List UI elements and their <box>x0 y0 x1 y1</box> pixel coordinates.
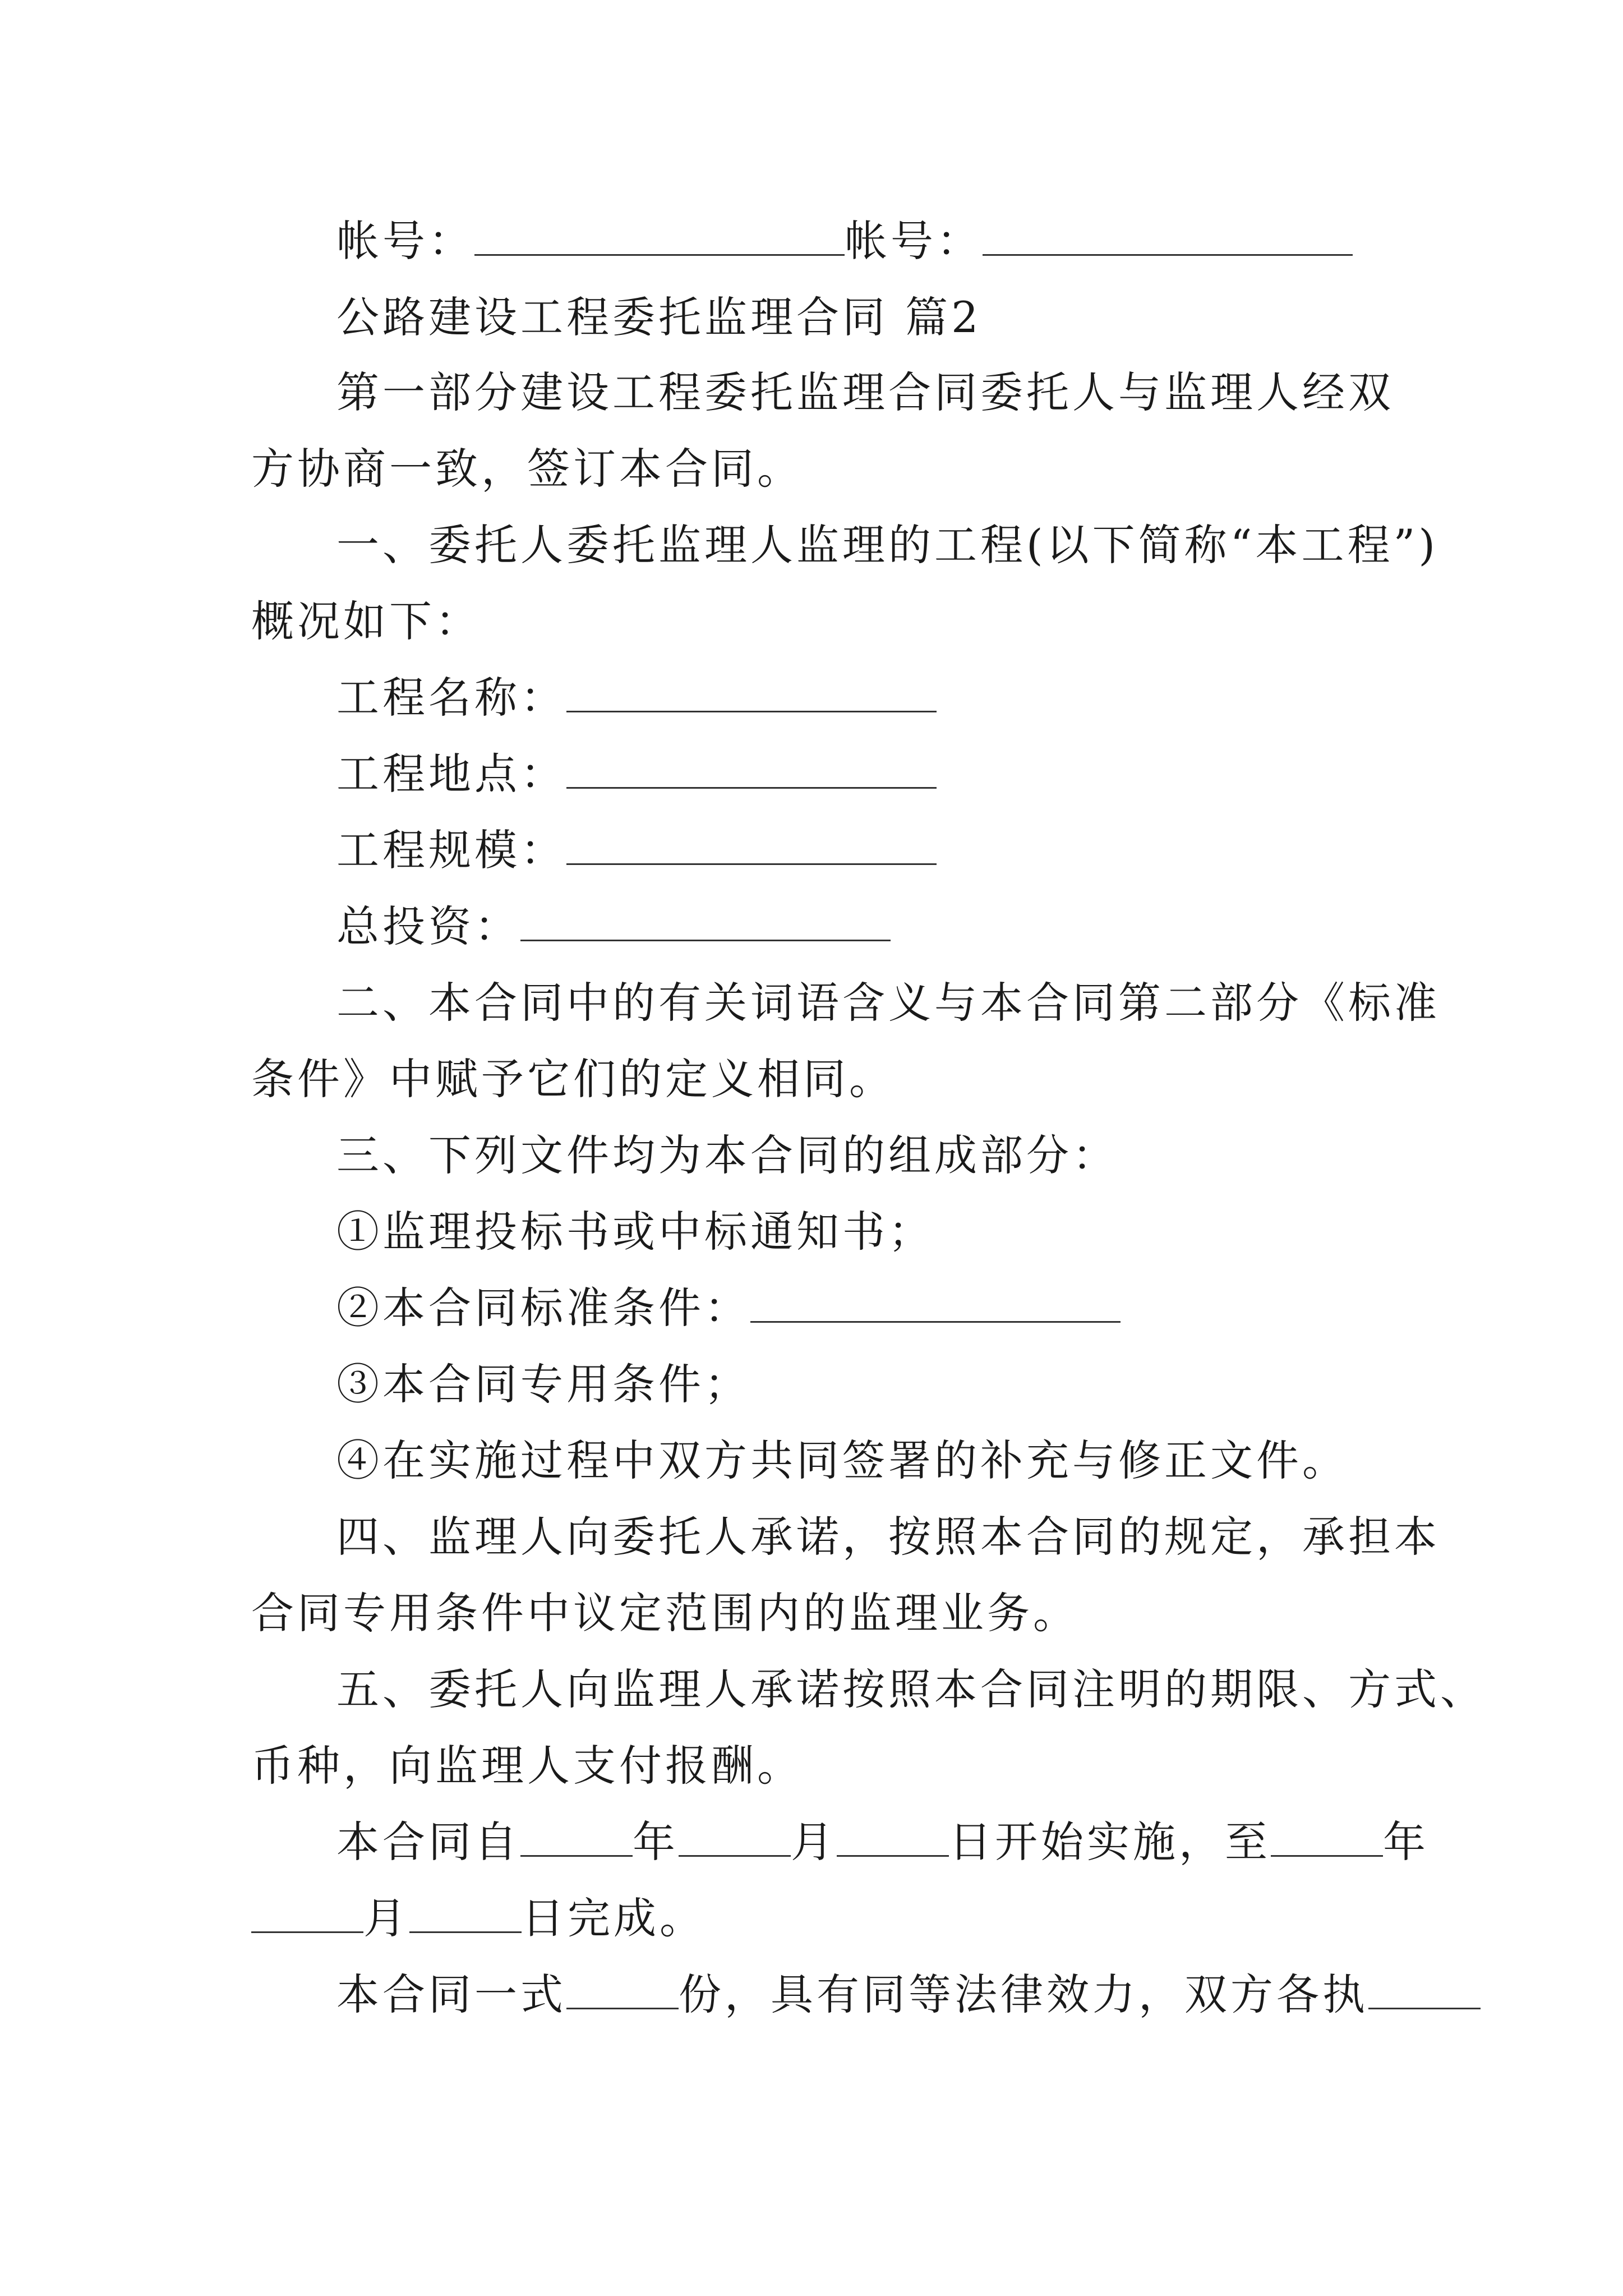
account-label-right: 帐号： <box>845 216 983 266</box>
account-blank-left <box>474 220 845 256</box>
project-location-line <box>336 747 1396 801</box>
paragraph-line: 五、委托人向监理人承诺按照本合同注明的期限、方式、 <box>336 1664 1486 1714</box>
paragraph-line: 四、监理人向委托人承诺，按照本合同的规定，承担本 <box>336 1512 1440 1562</box>
start-year-blank <box>520 1821 633 1857</box>
list-item: ①监理投标书或中标通知书； <box>336 1207 934 1257</box>
standard-conditions-label: ②本合同标准条件： <box>336 1283 750 1333</box>
list-item <box>336 1281 1396 1335</box>
project-scale-line <box>336 823 1396 877</box>
paragraph-line: 币种，向监理人支付报酬。 <box>251 1741 803 1791</box>
project-scale-label: 工程规模： <box>336 825 566 875</box>
copies-each-blank <box>1368 1974 1481 2009</box>
start-day-label: 日开始实施，至 <box>949 1817 1271 1867</box>
date-line <box>336 1815 1429 1869</box>
start-day-blank <box>837 1821 949 1857</box>
date-prefix: 本合同自 <box>336 1817 520 1867</box>
start-month-blank <box>679 1821 791 1857</box>
total-investment-label: 总投资： <box>336 901 520 951</box>
project-name-blank <box>566 677 937 712</box>
account-label-left: 帐号： <box>336 216 474 266</box>
paragraph-line: 一、委托人委托监理人监理的工程(以下简称“本工程”) <box>336 520 1439 570</box>
section-title: 公路建设工程委托监理合同 篇2 <box>336 292 982 342</box>
end-month-label: 月 <box>363 1893 409 1943</box>
paragraph-line: 二、本合同中的有关词语含义与本合同第二部分《标准 <box>336 978 1440 1028</box>
account-line <box>336 214 1396 268</box>
paragraph-line: 方协商一致，签订本合同。 <box>251 444 803 494</box>
paragraph-line: 第一部分建设工程委托监理合同委托人与监理人经双 <box>336 367 1394 417</box>
total-investment-blank <box>520 906 891 941</box>
paragraph-line: 合同专用条件中议定范围内的监理业务。 <box>251 1588 1079 1638</box>
total-investment-line <box>336 900 1396 954</box>
end-year-label: 年 <box>1383 1817 1429 1867</box>
copies-middle: 份，具有同等法律效力，双方各执 <box>679 1970 1368 2019</box>
end-day-label: 日完成。 <box>522 1893 706 1943</box>
project-location-label: 工程地点： <box>336 749 566 799</box>
end-day-blank <box>409 1898 522 1933</box>
project-scale-blank <box>566 830 937 865</box>
paragraph-line: 概况如下： <box>251 596 481 646</box>
end-year-blank <box>1271 1821 1383 1857</box>
paragraph-line: 三、下列文件均为本合同的组成部分： <box>336 1130 1118 1180</box>
project-name-line <box>336 671 1396 725</box>
list-item: ③本合同专用条件； <box>336 1359 750 1409</box>
end-month-blank <box>251 1898 363 1933</box>
start-year-label: 年 <box>633 1817 679 1867</box>
start-month-label: 月 <box>791 1817 837 1867</box>
copies-line <box>336 1968 1396 2022</box>
project-location-blank <box>566 753 937 789</box>
project-name-label: 工程名称： <box>336 673 566 723</box>
copies-count-blank <box>566 1974 679 2009</box>
date-line-continued <box>251 1892 1395 1945</box>
list-item: ④在实施过程中双方共同签署的补充与修正文件。 <box>336 1435 1348 1485</box>
account-blank-right <box>983 220 1353 256</box>
copies-prefix: 本合同一式 <box>336 1970 566 2019</box>
paragraph-line: 条件》中赋予它们的定义相同。 <box>251 1054 895 1104</box>
standard-conditions-blank <box>750 1287 1121 1323</box>
